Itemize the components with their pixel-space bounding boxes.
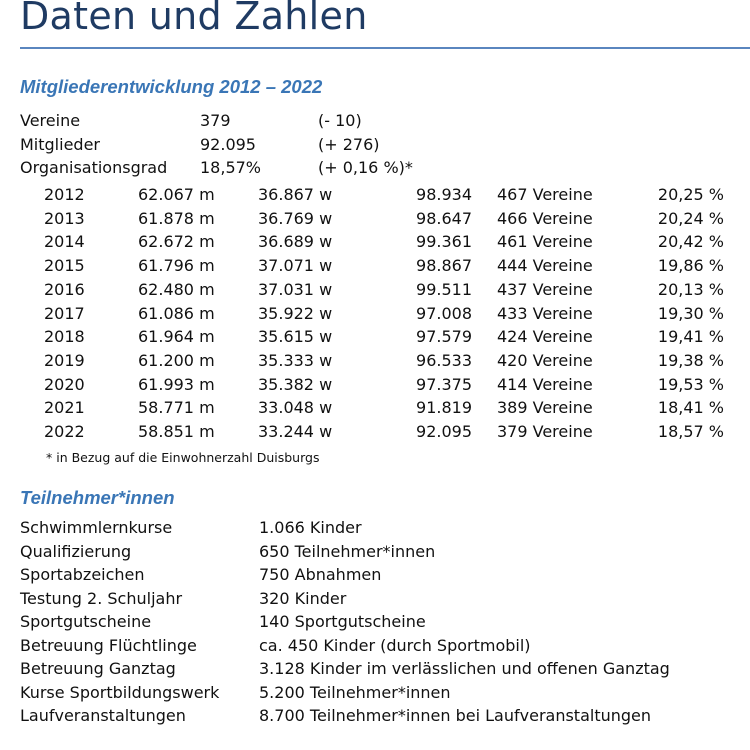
male-count-cell: 61.086 m: [138, 303, 215, 323]
total-count-cell: 99.361: [416, 232, 472, 252]
female-count-cell: 35.615 w: [258, 327, 333, 347]
year-cell: 2016: [44, 279, 85, 299]
table-row: [0, 304, 750, 327]
participant-value: ca. 450 Kinder (durch Sportmobil): [259, 635, 531, 655]
participant-label: Qualifizierung: [20, 541, 132, 561]
organization-rate-cell: 19,53 %: [657, 374, 724, 394]
year-cell: 2015: [44, 256, 85, 276]
year-cell: 2021: [44, 398, 85, 418]
participants-section-heading: Teilnehmer*innen: [20, 487, 175, 508]
table-row: [0, 351, 750, 374]
organization-rate-cell: 19,30 %: [657, 303, 724, 323]
list-item: [0, 706, 750, 729]
organization-rate-cell: 18,57 %: [657, 422, 724, 441]
summary-row-organization-rate: [0, 158, 750, 181]
organization-rate-cell: 19,38 %: [657, 350, 724, 370]
participant-label: Schwimmlernkurse: [20, 518, 173, 537]
table-row: [0, 422, 750, 445]
male-count-cell: 61.993 m: [138, 374, 215, 394]
organization-rate-cell: 19,41 %: [657, 327, 724, 347]
year-cell: 2022: [44, 422, 85, 441]
list-item: [0, 612, 750, 635]
list-item: [0, 565, 750, 588]
club-count-cell: 461 Vereine: [497, 232, 593, 252]
summary-value: 92.095: [200, 135, 256, 154]
year-cell: 2019: [44, 350, 85, 370]
table-row: [0, 209, 750, 232]
summary-change: (+ 0,16 %)*: [318, 158, 413, 177]
male-count-cell: 62.480 m: [138, 279, 215, 299]
participant-label: Betreuung Ganztag: [20, 659, 176, 678]
table-row: [0, 185, 750, 208]
list-item: [0, 683, 750, 706]
page-title: Daten und Zahlen: [20, 0, 368, 38]
organization-rate-cell: 20,25 %: [657, 185, 724, 204]
total-count-cell: 99.511: [416, 279, 472, 299]
summary-label: Mitglieder: [20, 135, 100, 154]
male-count-cell: 62.067 m: [138, 185, 215, 204]
club-count-cell: 467 Vereine: [497, 185, 593, 204]
participant-value: 650 Teilnehmer*innen: [259, 541, 436, 561]
summary-row-members: [0, 135, 750, 158]
participant-value: 5.200 Teilnehmer*innen: [259, 682, 451, 702]
summary-row-clubs: [0, 111, 750, 134]
participant-value: 140 Sportgutscheine: [259, 612, 426, 631]
male-count-cell: 61.200 m: [138, 350, 215, 370]
summary-change: (- 10): [318, 111, 362, 130]
participant-value: 3.128 Kinder im verlässlichen und offenen Ganztag: [259, 659, 670, 678]
female-count-cell: 37.071 w: [258, 256, 333, 276]
participant-label: Betreuung Flüchtlinge: [20, 635, 197, 655]
club-count-cell: 437 Vereine: [497, 279, 593, 299]
participant-value: 750 Abnahmen: [259, 565, 382, 584]
total-count-cell: 92.095: [416, 422, 472, 441]
table-row: [0, 280, 750, 303]
table-row: [0, 375, 750, 398]
year-cell: 2020: [44, 374, 85, 394]
participant-label: Testung 2. Schuljahr: [20, 588, 183, 608]
participant-label: Laufveranstaltungen: [20, 706, 186, 725]
organization-rate-cell: 20,24 %: [657, 208, 724, 228]
female-count-cell: 33.048 w: [258, 398, 333, 418]
total-count-cell: 98.647: [416, 208, 472, 228]
year-cell: 2013: [44, 208, 85, 228]
male-count-cell: 61.796 m: [138, 256, 215, 276]
total-count-cell: 97.375: [416, 374, 472, 394]
male-count-cell: 62.672 m: [138, 232, 215, 252]
summary-value: 18,57%: [200, 158, 262, 177]
female-count-cell: 35.922 w: [258, 303, 333, 323]
female-count-cell: 35.333 w: [258, 350, 333, 370]
table-row: [0, 232, 750, 255]
club-count-cell: 414 Vereine: [497, 374, 593, 394]
participant-label: Kurse Sportbildungswerk: [20, 682, 220, 702]
organization-rate-cell: 20,13 %: [657, 279, 724, 299]
male-count-cell: 61.878 m: [138, 208, 215, 228]
participant-value: 8.700 Teilnehmer*innen bei Laufveranstaltungen: [259, 706, 652, 725]
summary-label: Vereine: [20, 111, 81, 130]
summary-label: Organisationsgrad: [20, 158, 168, 177]
list-item: [0, 659, 750, 682]
table-row: [0, 398, 750, 421]
organization-rate-cell: 18,41 %: [657, 398, 724, 418]
year-cell: 2014: [44, 232, 85, 252]
club-count-cell: 444 Vereine: [497, 256, 593, 276]
total-count-cell: 96.533: [416, 350, 472, 370]
total-count-cell: 97.008: [416, 303, 472, 323]
members-section-heading: Mitgliederentwicklung 2012 – 2022: [20, 76, 323, 97]
participant-value: 1.066 Kinder: [259, 518, 362, 537]
year-cell: 2018: [44, 327, 85, 347]
list-item: [0, 518, 750, 541]
participant-value: 320 Kinder: [259, 588, 347, 608]
table-row: [0, 256, 750, 279]
club-count-cell: 433 Vereine: [497, 303, 593, 323]
summary-change: (+ 276): [318, 135, 380, 154]
total-count-cell: 98.867: [416, 256, 472, 276]
table-row: [0, 327, 750, 350]
title-divider: [20, 47, 750, 49]
list-item: [0, 636, 750, 659]
club-count-cell: 379 Vereine: [497, 422, 593, 441]
summary-value: 379: [200, 111, 231, 130]
list-item: [0, 589, 750, 612]
organization-rate-cell: 20,42 %: [657, 232, 724, 252]
total-count-cell: 97.579: [416, 327, 472, 347]
participant-label: Sportgutscheine: [20, 612, 152, 631]
list-item: [0, 542, 750, 565]
male-count-cell: 58.851 m: [138, 422, 215, 441]
club-count-cell: 389 Vereine: [497, 398, 593, 418]
female-count-cell: 36.769 w: [258, 208, 333, 228]
club-count-cell: 424 Vereine: [497, 327, 593, 347]
female-count-cell: 36.689 w: [258, 232, 333, 252]
club-count-cell: 466 Vereine: [497, 208, 593, 228]
participant-label: Sportabzeichen: [20, 565, 145, 584]
female-count-cell: 37.031 w: [258, 279, 333, 299]
footnote: * in Bezug auf die Einwohnerzahl Duisburgs: [46, 450, 320, 465]
year-cell: 2017: [44, 303, 85, 323]
total-count-cell: 91.819: [416, 398, 472, 418]
female-count-cell: 33.244 w: [258, 422, 333, 441]
organization-rate-cell: 19,86 %: [657, 256, 724, 276]
year-cell: 2012: [44, 185, 85, 204]
male-count-cell: 61.964 m: [138, 327, 215, 347]
female-count-cell: 35.382 w: [258, 374, 333, 394]
total-count-cell: 98.934: [416, 185, 472, 204]
female-count-cell: 36.867 w: [258, 185, 333, 204]
club-count-cell: 420 Vereine: [497, 350, 593, 370]
male-count-cell: 58.771 m: [138, 398, 215, 418]
